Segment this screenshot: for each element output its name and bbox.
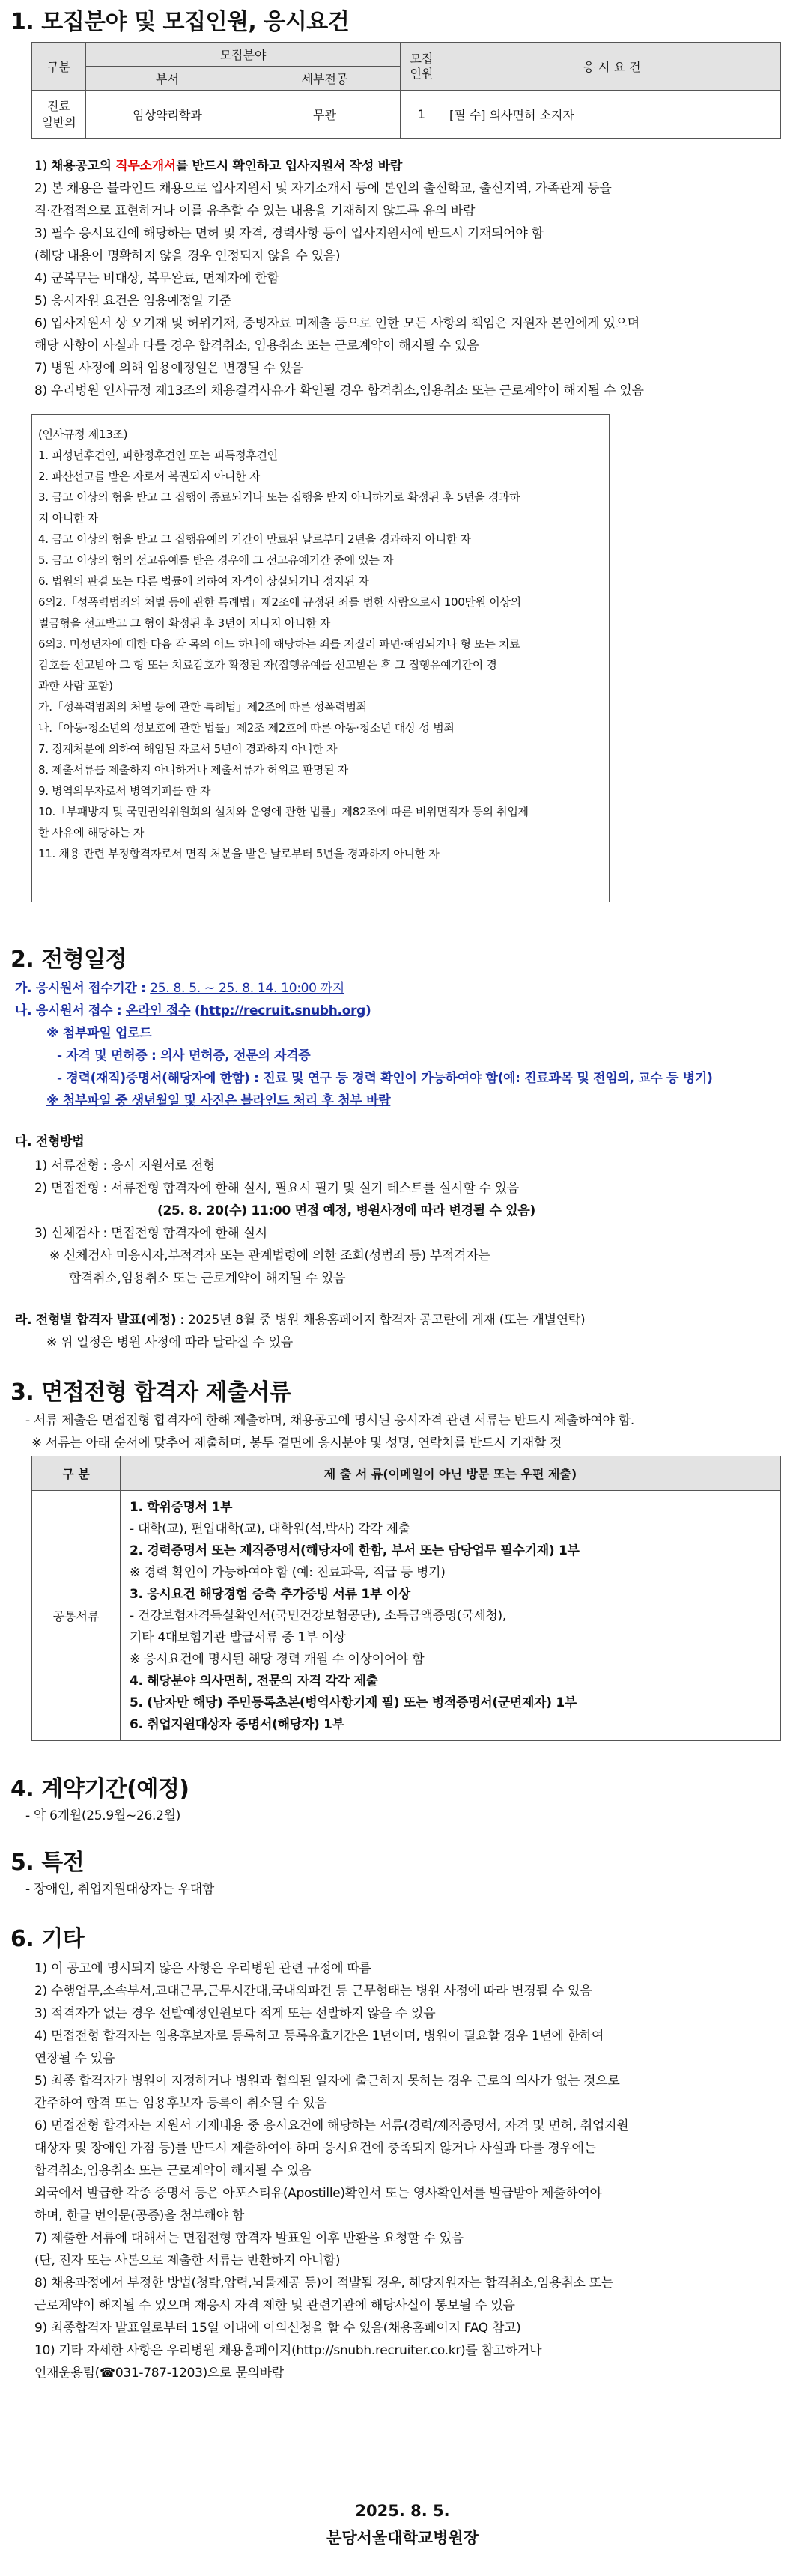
note-line: 직·간접적으로 표현하거나 이를 유추할 수 있는 내용을 기재하지 않도록 유의 바람 (34, 204, 476, 219)
note-line: 해당 사항이 사실과 다를 경우 합격취소, 임용취소 또는 근로계약이 해지될 수 있음 (34, 338, 479, 353)
note-line: 3) 필수 응시요건에 해당하는 면허 및 자격, 경력사항 등이 입사지원서에 반드시 기재되어야 함 (34, 226, 544, 241)
apply-method: 나. 응시원서 접수 : 온라인 접수 (http://recruit.snubh.org) (15, 1003, 371, 1018)
method-physical: 3) 신체검사 : 면접전형 합격자에 한해 실시 (34, 1226, 267, 1241)
rule-line: 6의2.「성폭력범죄의 처벌 등에 관한 특례법」제2조에 규정된 죄를 범한 사람으로서 100만원 이상의 (38, 595, 521, 609)
misc-lines (34, 1957, 628, 2384)
doc-item: 6. 취업지원대상자 증명서(해당자) 1부 (130, 1717, 344, 1732)
docs-row-label: 공통서류 (32, 1491, 121, 1741)
rule-line: 6의3. 미성년자에 대한 다음 각 목의 어느 하나에 해당하는 죄를 저질러 파면·해임되거나 형 또는 치료 (38, 637, 520, 651)
rule-line: 6. 법원의 판결 또는 다른 법률에 의하여 자격이 상실되거나 정지된 자 (38, 574, 369, 588)
misc-line: 7) 제출한 서류에 대해서는 면접전형 합격자 발표일 이후 반환을 요청할 수 있음 (34, 2231, 464, 2246)
upload-license: - 자격 및 면허증 : 의사 면허증, 전문의 자격증 (57, 1048, 311, 1063)
section-1-notes (34, 155, 644, 402)
docs-header-type: 구 분 (32, 1456, 121, 1491)
docs-intro-1: - 서류 제출은 면접전형 합격자에 한해 제출하며, 채용공고에 명시된 응시자격 관련 서류는 반드시 제출하여야 함. (25, 1413, 634, 1428)
apply-period: 가. 응시원서 접수기간 : 25. 8. 5. ~ 25. 8. 14. 10:00 까지 (15, 981, 345, 996)
method-interview: 2) 면접전형 : 서류전형 합격자에 한해 실시, 필요시 필기 및 실기 테스트를 실시할 수 있음 (34, 1181, 519, 1196)
doc-item: 기타 4대보험기관 발급서류 중 1부 이상 (130, 1630, 346, 1645)
misc-line: 간주하여 합격 또는 임용후보자 등록이 취소될 수 있음 (34, 2096, 327, 2111)
note-line: (해당 내용이 명확하지 않을 경우 인정되지 않을 수 있음) (34, 249, 341, 264)
rule-line: 나.「아동·청소년의 성보호에 관한 법률」제2조 제2호에 따른 아동·청소년 대상 성 범죄 (38, 721, 455, 735)
docs-table (31, 1456, 781, 1741)
row-subspecialty: 무관 (249, 91, 401, 139)
recruitment-table (31, 42, 781, 139)
misc-line: 연장될 수 있음 (34, 2051, 115, 2066)
rule-line: 한 사유에 해당하는 자 (38, 826, 145, 839)
hr-rule-box (31, 414, 610, 902)
misc-line: 대상자 및 장애인 가점 등)를 반드시 제출하여야 하며 응시요건에 충족되지 않거나 사실과 다를 경우에는 (34, 2141, 596, 2156)
hr-rule-lines (38, 424, 529, 864)
section-2-title: 2. 전형일정 (10, 947, 127, 973)
rule-line: 가.「성폭력범죄의 처벌 등에 관한 특례법」제2조에 따른 성폭력범죄 (38, 700, 367, 714)
row-group: 진료 일반의 (32, 91, 86, 139)
rule-line: 2. 파산선고를 받은 자로서 복권되지 아니한 자 (38, 470, 260, 483)
announcement: 라. 전형별 합격자 발표(예정) : 2025년 8월 중 병원 채용홈페이지 합격자 공고란에 게재 (또는 개별연락) (15, 1313, 586, 1328)
misc-line: 3) 적격자가 없는 경우 선발예정인원보다 적게 또는 선발하지 않을 수 있음 (34, 2006, 436, 2021)
method-document: 1) 서류전형 : 응시 지원서로 전형 (34, 1158, 216, 1173)
note-line: 6) 입사지원서 상 오기재 및 허위기재, 증빙자료 미제출 등으로 인한 모든 사항의 책임은 지원자 본인에게 있으며 (34, 316, 640, 331)
docs-intro-2: ※ 서류는 아래 순서에 맞추어 제출하며, 봉투 겉면에 응시분야 및 성명, 연락처를 반드시 기재할 것 (31, 1436, 562, 1450)
rule-line: 1. 피성년후견인, 피한정후견인 또는 피특정후견인 (38, 449, 278, 462)
section-6-title: 6. 기타 (10, 1926, 85, 1952)
col-header-field: 모집분야 (86, 43, 401, 67)
doc-item: - 대학(교), 편입대학(교), 대학원(석,박사) 각각 제출 (130, 1522, 410, 1537)
rule-line: 10.「부패방지 및 국민권익위원회의 설치와 운영에 관한 법률」제82조에 따른 비위면직자 등의 취업제 (38, 805, 529, 818)
misc-line: (단, 전자 또는 사본으로 제출한 서류는 반환하지 아니함) (34, 2253, 341, 2268)
col-header-dept: 부서 (86, 67, 249, 91)
misc-line: 합격취소,임용취소 또는 근로계약이 해지될 수 있음 (34, 2163, 312, 2178)
interview-date: (25. 8. 20(수) 11:00 면접 예정, 병원사정에 따라 변경될 수 있음) (157, 1203, 535, 1218)
misc-line: 2) 수행업무,소속부서,교대근무,근무시간대,국내외파견 등 근무형태는 병원 사정에 따라 변경될 수 있음 (34, 1984, 592, 1999)
docs-row-list (121, 1491, 781, 1741)
section-5-title: 5. 특전 (10, 1850, 85, 1876)
misc-line: 1) 이 공고에 명시되지 않은 사항은 우리병원 관련 규정에 따름 (34, 1961, 371, 1976)
row-requirement: [필 수] 의사면허 소지자 (443, 91, 781, 139)
misc-line: 5) 최종 합격자가 병원이 지정하거나 병원과 협의된 일자에 출근하지 못하는 경우 근로의 의사가 없는 것으로 (34, 2074, 620, 2089)
issuer-name: 분당서울대학교병원장 (326, 2529, 479, 2547)
doc-item: 4. 해당분야 의사면허, 전문의 자격 각각 제출 (130, 1674, 378, 1689)
upload-blind-note: ※ 첨부파일 중 생년월일 및 사진은 블라인드 처리 후 첨부 바람 (46, 1093, 391, 1108)
note-line: 7) 병원 사정에 의해 임용예정일은 변경될 수 있음 (34, 361, 303, 376)
rule-line: 9. 병역의무자로서 병역기피를 한 자 (38, 784, 211, 798)
upload-title: ※ 첨부파일 업로드 (46, 1026, 152, 1041)
rule-line: 벌금형을 선고받고 그 형이 확정된 후 3년이 지나지 아니한 자 (38, 616, 331, 630)
misc-line: 하며, 한글 번역문(공증)을 첨부해야 함 (34, 2208, 245, 2223)
benefit-text: - 장애인, 취업지원대상자는 우대함 (25, 1882, 214, 1897)
rule-line: 3. 금고 이상의 형을 받고 그 집행이 종료되거나 또는 집행을 받지 아니하기로 확정된 후 5년을 경과하 (38, 490, 520, 504)
col-header-requirement: 응 시 요 건 (443, 43, 781, 91)
rule-line: 4. 금고 이상의 형을 받고 그 집행유예의 기간이 만료된 날로부터 2년을 경과하지 아니한 자 (38, 532, 471, 546)
physical-note-2: 합격취소,임용취소 또는 근로계약이 해지될 수 있음 (69, 1271, 346, 1286)
col-header-count: 모집 인원 (401, 43, 443, 91)
note-line: 4) 군복무는 비대상, 복무완료, 면제자에 한함 (34, 271, 279, 286)
misc-line: 인재운용팀(☎031-787-1203)으로 문의바람 (34, 2366, 284, 2381)
rule-line: 감호를 선고받아 그 형 또는 치료감호가 확정된 자(집행유예를 선고받은 후 그 집행유예기간이 경 (38, 658, 497, 672)
col-header-group: 구분 (32, 43, 86, 91)
misc-line: 4) 면접전형 합격자는 임용후보자로 등록하고 등록유효기간은 1년이며, 병원이 필요할 경우 1년에 한하여 (34, 2029, 604, 2044)
rule-line: 과한 사람 포함) (38, 679, 113, 693)
misc-line: 외국에서 발급한 각종 증명서 등은 아포스티유(Apostille)확인서 또는 영사확인서를 발급받아 제출하여야 (34, 2186, 602, 2201)
note-line: 5) 응시자원 요건은 임용예정일 기준 (34, 294, 231, 309)
rule-line: 지 아니한 자 (38, 511, 98, 525)
schedule-note: ※ 위 일정은 병원 사정에 따라 달라질 수 있음 (46, 1335, 293, 1350)
physical-note-1: ※ 신체검사 미응시자,부적격자 또는 관계법령에 의한 조회(성범죄 등) 부적격자는 (49, 1248, 490, 1263)
rule-line: 8. 제출서류를 제출하지 아니하거나 제출서류가 허위로 판명된 자 (38, 763, 348, 777)
doc-item: - 건강보험자격득실확인서(국민건강보험공단), 소득금액증명(국세청), (130, 1609, 506, 1623)
note-1: 1) 채용공고의 직무소개서를 반드시 확인하고 입사지원서 작성 바람 (34, 159, 402, 174)
misc-line: 10) 기타 자세한 사항은 우리병원 채용홈페이지(http://snubh.recruiter.co.kr)를 참고하거나 (34, 2343, 542, 2358)
doc-item: ※ 응시요건에 명시된 해당 경력 개월 수 이상이어야 함 (130, 1652, 425, 1667)
misc-line: 9) 최종합격자 발표일로부터 15일 이내에 이의신청을 할 수 있음(채용홈페이지 FAQ 참고) (34, 2321, 521, 2336)
misc-line: 6) 면접전형 합격자는 지원서 기재내용 중 응시요건에 해당하는 서류(경력/재직증명서, 자격 및 면허, 취업지원 (34, 2118, 629, 2133)
doc-item: ※ 경력 확인이 가능하여야 함 (예: 진료과목, 직급 등 병기) (130, 1565, 446, 1580)
docs-header-list: 제 출 서 류(이메일이 아닌 방문 또는 우편 제출) (121, 1456, 781, 1491)
note-line: 8) 우리병원 인사규정 제13조의 채용결격사유가 확인될 경우 합격취소,임용취소 또는 근로계약이 해지될 수 있음 (34, 383, 644, 398)
rule-line: 5. 금고 이상의 형의 선고유예를 받은 경우에 그 선고유예기간 중에 있는 자 (38, 553, 394, 567)
notice-date: 2025. 8. 5. (355, 2502, 450, 2520)
contract-period: - 약 6개월(25.9월~26.2월) (25, 1808, 181, 1823)
note-line: 2) 본 채용은 블라인드 채용으로 입사지원서 및 자기소개서 등에 본인의 출신학교, 출신지역, 가족관계 등을 (34, 181, 612, 196)
upload-career: - 경력(재직)증명서(해당자에 한함) : 진료 및 연구 등 경력 확인이 가능하여야 함(예: 진료과목 및 전임의, 교수 등 병기) (57, 1071, 713, 1086)
method-title: 다. 전형방법 (15, 1134, 85, 1149)
section-3-title: 3. 면접전형 합격자 제출서류 (10, 1379, 291, 1406)
row-count: 1 (401, 91, 443, 139)
section-1-title: 1. 모집분야 및 모집인원, 응시요건 (10, 9, 350, 35)
section-4-title: 4. 계약기간(예정) (10, 1776, 189, 1802)
row-dept: 임상약리학과 (86, 91, 249, 139)
col-header-subspecialty: 세부전공 (249, 67, 401, 91)
rule-line: 7. 징계처분에 의하여 해임된 자로서 5년이 경과하지 아니한 자 (38, 742, 338, 756)
misc-line: 근로계약이 해지될 수 있으며 재응시 자격 제한 및 관련기관에 해당사실이 통보될 수 있음 (34, 2298, 515, 2313)
doc-item: 3. 응시요건 해당경험 증축 추가증빙 서류 1부 이상 (130, 1587, 410, 1602)
rule-line: (인사규정 제13조) (38, 428, 128, 441)
recruit-link[interactable]: http://recruit.snubh.org (200, 1003, 366, 1018)
doc-item: 2. 경력증명서 또는 재직증명서(해당자에 한함, 부서 또는 담당업무 필수기재) 1부 (130, 1543, 580, 1558)
rule-line: 11. 채용 관련 부정합격자로서 면직 처분을 받은 날로부터 5년을 경과하지 아니한 자 (38, 847, 440, 860)
doc-item: 1. 학위증명서 1부 (130, 1500, 233, 1515)
doc-item: 5. (남자만 해당) 주민등록초본(병역사항기재 필) 또는 병적증명서(군면제자) 1부 (130, 1695, 577, 1710)
misc-line: 8) 채용과정에서 부정한 방법(청탁,압력,뇌물제공 등)이 적발될 경우, 해당지원자는 합격취소,임용취소 또는 (34, 2276, 613, 2291)
